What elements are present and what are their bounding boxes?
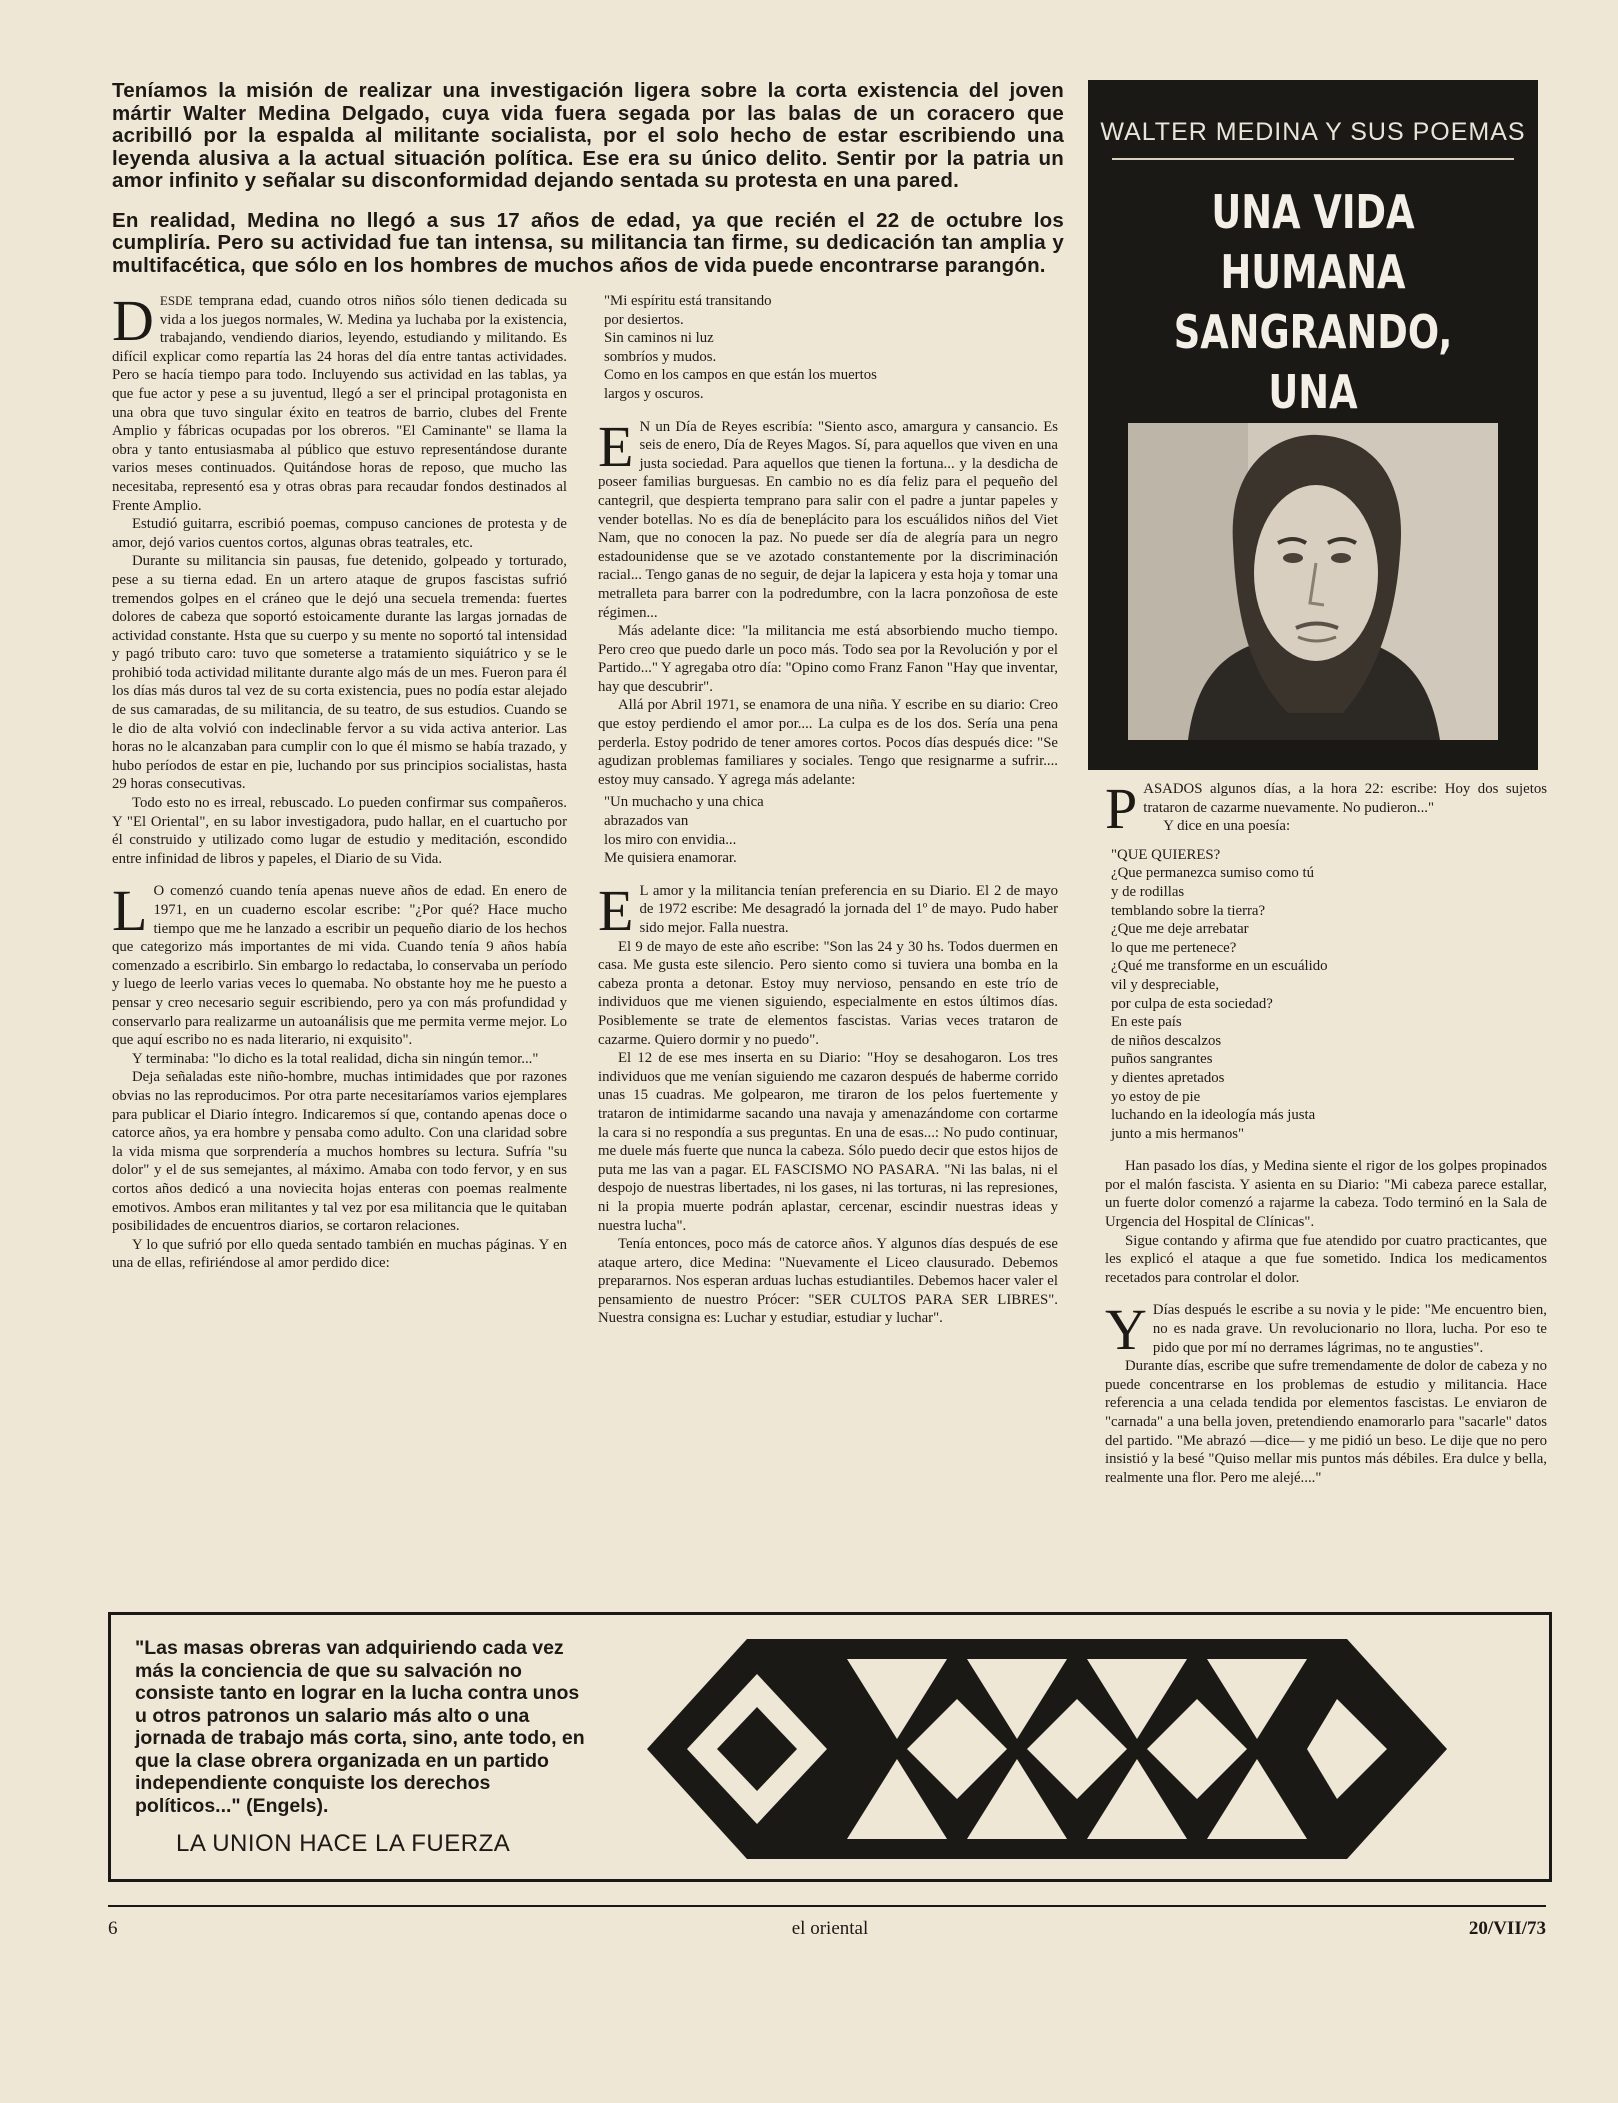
poem-line: ¿Que me deje arrebatar — [1111, 921, 1249, 938]
poem-line: "Un muchacho y una chica — [604, 794, 764, 811]
paragraph: Durante su militancia sin pausas, fue detenido, golpeado y torturado, pese a su tierna edad. En un artero ataque de grupos fascistas sufrió tremendos golpes en el cráneo que le dejó una secuela tremenda: fuertes dolores de cabeza que soportó estoicamente durante las largas jornadas de actividad constante. Hsta que su cuerpo y su mente no soportó tal intensidad y pagó tributo caro: tuvo que someterse a tratamiento siquiátrico y se le prohibió toda actividad militante durante algo más de un mes. Fueron para él los días más duros tal vez de su corta existencia, pues no podía estar alejado de sus camaradas, de su militancia, de su teatro, de sus estudios. Cuando se le dio de alta volvió con indeclinable fervor a su vida activa anterior. Las horas no le alcanzaban para cumplir con lo que él mismo se había trazado, y hubo períodos de estar en pie, luchando por sus principios socialistas, hasta 29 horas consecutivas. — [112, 553, 567, 793]
slogan: LA UNION HACE LA FUERZA — [176, 1830, 511, 1857]
paragraph: El 12 de ese mes inserta en su Diario: "Hoy se desahogaron. Los tres individuos que me venían siguiendo me cazaron después de haberme corrido unas 15 cuadras. Me golpearon, me tiraron de los pelos fuertemente y trataron de intimidarme sacando una navaja y amenazándome con cortarme la cara si no respondía a sus preguntas. En una de esas...: No pudo continuar, me duele más fuerte que nunca la cabeza. Sólo puedo decir que estos hijos de puta me las van a pagar. EL FASCISMO NO PASARA. "Ni las balas, ni el despojo de nuestras libertades, ni los gases, ni las torturas, ni las represiones, ni la propia muerte podrán aplastar, cercenar, escindir nuestras ideas y nuestra lucha". — [598, 1050, 1058, 1234]
geometric-arrow-graphic — [647, 1639, 1447, 1859]
paragraph-text: temprana edad, cuando otros niños sólo tienen dedicada su vida a los juegos normales, W. Medina ya luchaba por la existencia, trabajando, vendiendo diarios, leyendo, estudiando y militando. Es difícil explicar como repartía las 24 horas del día entre tantas actividades. Pero se hacía tiempo para todo. Incluyendo sus actividad en las tablas, ya que fue actor y pese a su juventud, llegó a ser el principal protagonista en una obra que tuvo singular éxito en teatros de barrio, clubes del Frente Amplio y fábricas ocupadas por los obreros. "El Caminante" se llama la obra y tanto entusiasmaba al público que estuvo representándose durante varios meses continuados. Quitándose horas de reposo, que mucho las necesitaba, representó esa y otras obras para recaudar fondos destinados al Frente Amplio. — [112, 293, 568, 514]
poem-line: de niños descalzos — [1111, 1032, 1222, 1049]
portrait-illustration — [1128, 423, 1498, 740]
poem-line: sombríos y mudos. — [604, 348, 717, 365]
paragraph: Han pasado los días, y Medina siente el rigor de los golpes propinados por el malón fascista. Y asienta en su Diario: "Mi cabeza parece estallar, un fuerte dolor comenzó a rajarme la cabeza. Todo terminó en la Sala de Urgencia del Hospital de Clínicas". — [1105, 1158, 1547, 1231]
paragraph: Deja señaladas este niño-hombre, muchas intimidades que por razones obvias no las reproducimos. Por otra parte necesitaríamos varios ejemplares para publicar el Diario íntegro. Indicaremos sí que, contando apenas doce o catorce años, ya era hombre y pensaba como adulto. Con una claridad sobre la vida misma que sorprendería a muchos hombres su lectura. Sufría "su dolor" y el de sus semejantes, al máximo. Amaba con todo fervor, y en sus cortos años dedicó a una noviecita hojas enteras con poemas realmente emotivos. Ambos eran militantes y tal vez por esa militancia que le quitaban posibilidades de encuentros diarios, se cortaron relaciones. — [112, 1069, 567, 1235]
poem-line: luchando en la ideología más justa — [1111, 1107, 1316, 1124]
poem-line: "QUE QUIERES? — [1111, 846, 1221, 863]
poem-line: por desiertos. — [604, 311, 684, 328]
poem-line: ¿Que permanezca sumiso como tú — [1111, 865, 1314, 882]
paragraph: Todo esto no es irreal, rebuscado. Lo pueden confirmar sus compañeros. Y "El Oriental", en su labor investigadora, pudo hallar, en el cuartucho por él construido y utilizado como lugar de estudio y meditación, escondido entre infinidad de libros y papeles, el Diario de su Vida. — [112, 795, 567, 867]
poem-line: Sin caminos ni luz — [604, 330, 714, 347]
drop-cap: D — [112, 288, 154, 353]
poem-line: puños sangrantes — [1111, 1051, 1213, 1068]
paragraph: Y lo que sufrió por ello queda sentado también en muchas páginas. Y en una de ellas, refiriéndose al amor perdido dice: — [112, 1236, 567, 1272]
paragraph — [112, 288, 568, 515]
poem-line: En este país — [1111, 1014, 1182, 1031]
headline: UNA VIDA HUMANA SANGRANDO, UNA — [1173, 185, 1453, 419]
intro-paragraph: Teníamos la misión de realizar una investigación ligera sobre la corta existencia del joven mártir Walter Medina Delgado, cuya vida fuera segada por las balas de un coracero que acribilló por la espalda al militante socialista, por el solo hecho de estar escribiendo una leyenda alusiva a la actual situación política. Ese era su único delito. Sentir por la patria un amor infinito y señalar su disconformidad dejando sentada su protesta en una pared. — [112, 79, 1064, 192]
paragraph: Y terminaba: "lo dicho es la total realidad, dicha sin ningún temor..." — [132, 1050, 539, 1067]
poem-line: vil y despreciable, — [1111, 976, 1220, 993]
paragraph — [598, 877, 1058, 943]
paragraph: Tenía entonces, poco más de catorce años. Y algunos días después de ese ataque artero, dice Medina: "Nuevamente el Liceo clausurado. Debemos prepararnos. Nos esperan arduas luchas estudiantiles. Debemos hacer valer el pensamiento de nuestro Prócer: "SER CULTOS PARA SER LIBRES". Nuestra consigna es: Luchar y estudiar, estudiar y luchar". — [598, 1236, 1058, 1327]
paragraph — [1105, 1297, 1547, 1363]
poem-line: lo que me pertenece? — [1111, 939, 1237, 956]
paragraph-text: N un Día de Reyes escribía: "Siento asco, amargura y cansancio. Es seis de enero, Día de Reyes Magos. Sí, para aquellos que viven en una justa sociedad. Para aquellos que tienen la fortuna... y la desdicha de poseer familias burguesas. En cambio no es día feliz para el pequeño del cantegril, que despierta temprano para salir con el padre a juntar papeles y vender botellas. No es día de beneplácito para los escuálidos niños del Viet Nam, que no conocen la paz. No puede ser día de alegría para un negro estadounidense que se ve azotado constantemente por la discriminación racial... Tengo ganas de no seguir, de dejar la lapicera y esta hoja y tomar una metralleta para barrer con la podredumbre, con la lacra ponzoñosa de este régimen... — [598, 418, 1058, 621]
poem-line: los miro con envidia... — [604, 831, 737, 848]
poem-line: por culpa de esta sociedad? — [1111, 995, 1273, 1012]
title-box — [1088, 80, 1538, 770]
paragraph: Estudió guitarra, escribió poemas, compuso canciones de protesta y de amor, dejó varios cuentos cortos, algunas obras teatrales, etc. — [112, 516, 567, 551]
portrait-photo — [1128, 423, 1498, 740]
paragraph: Allá por Abril 1971, se enamora de una niña. Y escribe en su diario: Creo que estoy perdiendo el amor por.... La culpa es de los dos. Sería una pena perderla. Estoy podrido de tener amores cortos. Pocos días después dice: "Se agudizan problemas familiares y sociales. Tengo que resignarme a sufrir.... estoy muy cansado. Y agrega más adelante: — [598, 697, 1058, 788]
poem-line: y de rodillas — [1111, 883, 1185, 900]
drop-cap: L — [112, 878, 148, 944]
drop-cap: E — [598, 413, 634, 479]
publication-name: el oriental — [791, 1918, 869, 1939]
paragraph-text: ASADOS algunos días, a la hora 22: escribe: Hoy dos sujetos trataron de cazarme nuevamente. No pudieron..." — [1143, 781, 1547, 816]
paragraph: Sigue contando y afirma que fue atendido por cuatro practicantes, que les explicó el ataque a que fue sometido. Indica los medicamentos recetados para controlar el dolor. — [1105, 1232, 1547, 1286]
article-column-3 — [1105, 776, 1547, 1487]
paragraph-text: Días después le escribe a su novia y le pide: "Me encuentro bien, no es nada grave. Un revolucionario no llora, lucha. Por eso te pido que por mí no derrames lágrimas, no te angusties". — [1152, 1302, 1547, 1356]
poem — [604, 793, 1058, 867]
paragraph: Y dice en una poesía: — [1163, 818, 1291, 835]
drop-cap: E — [598, 877, 634, 943]
kicker: WALTER MEDINA Y SUS POEMAS — [1100, 118, 1526, 146]
poem-line: "Mi espíritu está transitando — [604, 293, 772, 309]
poem-line: y dientes apretados — [1111, 1069, 1225, 1086]
engels-quote: "Las masas obreras van adquiriendo cada vez más la conciencia de que su salvación no consiste tanto en lograr en la lucha contra unos u otros patronos un salario más alto o una jornada de trabajo más corta, sino, ante todo, en que la clase obrera organizada en un partido independiente conquiste los derechos políticos..." (Engels). — [135, 1637, 585, 1817]
paragraph: Durante días, escribe que sufre tremendamente de dolor de cabeza y no puede concentrarse en los problemas de estudio y militancia. Hace referencia a una celada tendida por elementos fascistas. Le enviaron de "carnada" a una bella joven, pretendiendo enamorarlo para "sacarle" datos del partido. "Me abrazó —dice— y me pidió un beso. Le dije que no pero insistió y la besé "Quiso mellar mis puntos más débiles. Era dulce y bella, realmente una flor. Pero me alejé...." — [1105, 1358, 1547, 1486]
poem-line: largos y oscuros. — [604, 385, 704, 402]
drop-cap: Y — [1105, 1297, 1147, 1363]
poem-line: ¿Qué me transforme en un escuálido — [1111, 958, 1328, 975]
paragraph: Más adelante dice: "la militancia me está absorbiendo mucho tiempo. Pero creo que puedo darle un poco más. Todo sea por la Revolución y por el Partido..." Y agregaba otro día: "Opino como Franz Fanon "Hay que inventar, hay que descubrir". — [598, 623, 1058, 695]
poem-line: abrazados van — [604, 813, 689, 830]
intro-paragraph: En realidad, Medina no llegó a sus 17 años de edad, ya que recién el 22 de octubre los cumpliría. Pero su actividad fue tan intensa, su militancia tan firme, su dedicación tan amplia y multifacética, que sólo en los hombres de muchos años de vida puede encontrarse parangón. — [112, 208, 1064, 277]
intro-text — [112, 80, 1064, 294]
poem-line: junto a mis hermanos" — [1111, 1125, 1245, 1142]
quote-box — [108, 1612, 1552, 1882]
poem-line: Como en los campos en que están los muertos — [604, 367, 877, 384]
lead-word: ESDE — [159, 293, 193, 308]
divider — [1112, 158, 1514, 160]
paragraph-text: L amor y la militancia tenían preferencia en su Diario. El 2 de mayo de 1972 escribe: Me desagradó la jornada del 1º de mayo. Pudo haber sido mejor. Falla nuestra. — [639, 882, 1058, 936]
paragraph — [112, 878, 567, 1049]
paragraph — [598, 413, 1058, 623]
footer-rule — [108, 1905, 1546, 1907]
poem-line: temblando sobre la tierra? — [1111, 902, 1266, 919]
paragraph-text: O comenzó cuando tenía apenas nueve años de edad. En enero de 1971, en un cuaderno escolar escribe: "¿Por qué? Hace mucho tiempo que me he lanzado a escribir un pequeño diario de los hechos que categorizo más importantes de mi vida. Cuando tenía 9 años había comenzado a escribirlo. Sin embargo lo redactaba, lo conservaba un período y luego de leerlo varias veces lo quemaba. No obstante hoy me he puesto a pensar y creo necesario seguir escribiendo, pero ya con más profundidad y conservarlo para realizarme un autoanálisis que me permita verme mejor. Lo que aquí escribo no es nada literario, ni exquisito". — [112, 883, 567, 1049]
page-number: 6 — [108, 1918, 118, 1939]
poem — [1111, 846, 1547, 1144]
issue-date: 20/VII/73 — [1468, 1918, 1546, 1939]
article-column-2 — [598, 292, 1058, 1328]
paragraph: El 9 de mayo de este año escribe: "Son las 24 y 30 hs. Todos duermen en casa. Me gusta este silencio. Pero siento como si tuviera una bomba en la cabeza pronta a detonar. Estoy muy nervioso, pensando en este trío de individuos que me vienen siguiendo, especialmente en estos últimos días. Posiblemente se trate de elementos fascistas. Varias veces trataron de cazarme. Quiero dormir y no puedo". — [598, 938, 1058, 1048]
poem-line: Me quisiera enamorar. — [604, 850, 737, 867]
article-column-1 — [112, 288, 568, 1273]
drop-cap: P — [1105, 776, 1138, 841]
poem — [604, 292, 1058, 404]
poem-line: yo estoy de pie — [1111, 1088, 1201, 1105]
